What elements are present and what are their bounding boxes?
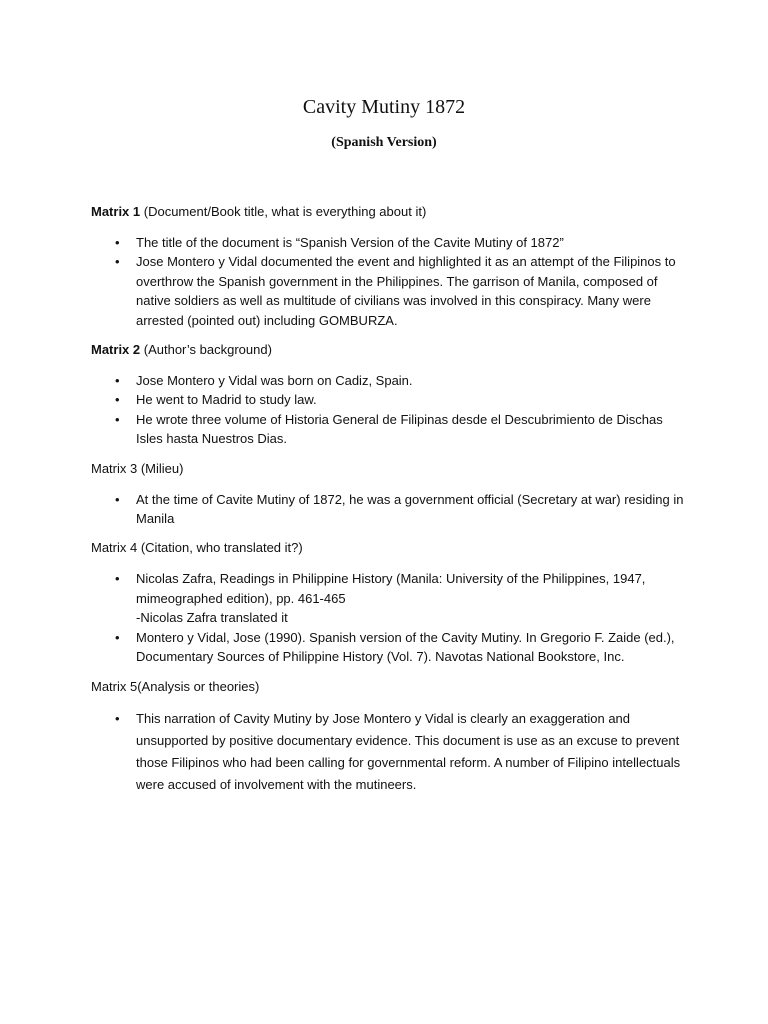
list-item: • Montero y Vidal, Jose (1990). Spanish version of the Cavity Mutiny. In Gregorio F. Zaide (ed.), Documentary Sources of Philippine History (Vol. 7). Navotas National Bookstore, Inc. <box>136 628 691 667</box>
citation-text: Nicolas Zafra, Readings in Philippine History (Manila: University of the Philippines, 1947, mimeographed edition), pp. 461-465 <box>136 571 646 606</box>
section-heading <box>91 202 691 221</box>
section-matrix-1 <box>91 202 691 330</box>
bullet-list <box>91 490 691 529</box>
section-heading-text: (Document/Book title, what is everything about it) <box>140 204 427 219</box>
bullet-list <box>91 569 691 666</box>
section-matrix-4 <box>91 538 691 666</box>
document-subtitle: (Spanish Version) <box>331 135 437 150</box>
list-item: • Jose Montero y Vidal documented the event and highlighted it as an attempt of the Filipinos to overthrow the Spanish government in the Philippines. The garrison of Manila, composed of native soldiers as well as multitude of civilians was involved in this conspiracy. Many were arrested (pointed out) including GOMBURZA. <box>136 252 691 330</box>
list-item: • At the time of Cavite Mutiny of 1872, he was a government official (Secretary at war) residing in Manila <box>136 490 691 529</box>
bullet-list <box>91 708 691 796</box>
list-item <box>136 569 691 627</box>
bullet-list <box>91 233 691 330</box>
section-heading-bold: Matrix 2 <box>91 342 141 358</box>
list-item: • Jose Montero y Vidal was born on Cadiz, Spain. <box>136 371 691 390</box>
citation-subnote: -Nicolas Zafra translated it <box>136 610 288 626</box>
list-item: • This narration of Cavity Mutiny by Jose Montero y Vidal is clearly an exaggeration and unsupported by positive documentary evidence. This document is use as an excuse to prevent those Filipinos who had been calling for governmental reform. A number of Filipino intellectuals were accused of involvement with the mutineers. <box>136 708 691 796</box>
list-item: • The title of the document is “Spanish Version of the Cavite Mutiny of 1872” <box>136 233 691 252</box>
section-matrix-3 <box>91 459 691 529</box>
section-matrix-2 <box>91 340 691 449</box>
bullet-list <box>91 371 691 449</box>
section-matrix-5 <box>91 677 691 796</box>
section-heading <box>91 340 691 359</box>
section-heading: Matrix 5(Analysis or theories) <box>91 678 260 694</box>
section-heading: Matrix 4 (Citation, who translated it?) <box>91 540 303 556</box>
section-heading: Matrix 3 (Milieu) <box>91 460 184 476</box>
list-item: • He went to Madrid to study law. <box>136 390 691 409</box>
document-title: Cavity Mutiny 1872 <box>302 96 466 118</box>
section-heading-bold: Matrix 1 <box>91 204 141 219</box>
list-item: • He wrote three volume of Historia General de Filipinas desde el Descubrimiento de Dischas Isles hasta Nuestros Dias. <box>136 410 691 449</box>
document-body <box>91 202 691 796</box>
section-heading-text: (Author’s background) <box>140 342 272 358</box>
